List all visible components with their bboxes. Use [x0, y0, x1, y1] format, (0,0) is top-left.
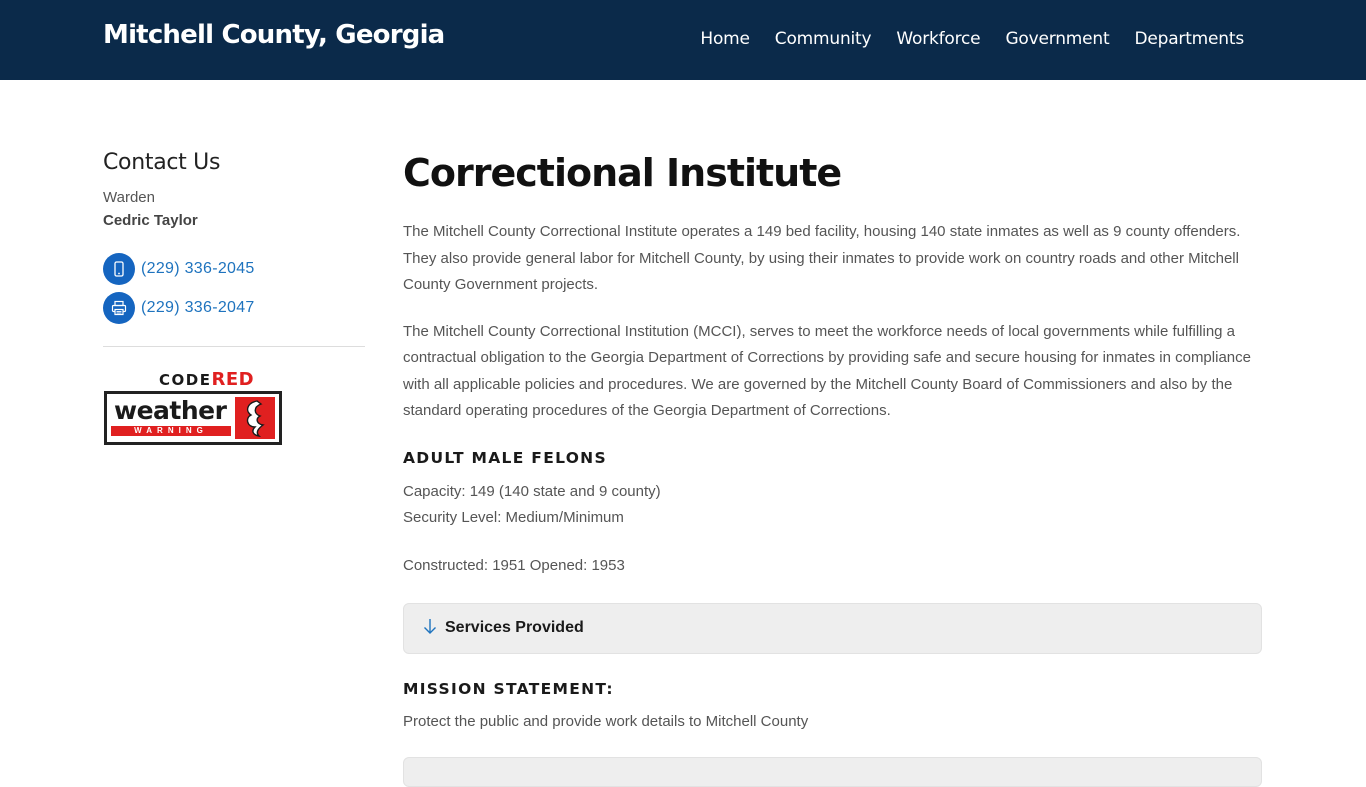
main-content	[403, 150, 1261, 732]
warning-band: WARNING	[111, 426, 231, 436]
fax-icon	[103, 292, 135, 324]
security-level-text: Security Level: Medium/Minimum	[403, 508, 624, 526]
mcci-paragraph: The Mitchell County Correctional Institution (MCCI), serves to meet the workforce needs of local governments while fulfilling a contractual obligation to the Georgia Department of Corrections by providing safe and secure housing for inmates in compliance with all applicable policies and procedures. We are governed by the Mitchell County Board of Commissioners and also by the standard operating procedures of the Georgia Department of Corrections.	[403, 322, 1251, 419]
arrow-down-icon	[421, 617, 439, 640]
contact-name: Cedric Taylor	[103, 212, 198, 229]
capacity-text: Capacity: 149 (140 state and 9 county)	[403, 482, 661, 500]
codered-wordmark: CODERED	[159, 369, 255, 390]
weather-word: weather	[114, 396, 227, 425]
nav-workforce[interactable]: Workforce	[896, 29, 981, 49]
phone-row	[103, 253, 365, 285]
page-title: Correctional Institute	[403, 151, 842, 195]
services-provided-accordion[interactable]	[403, 603, 1262, 654]
mission-text: Protect the public and provide work details to Mitchell County	[403, 712, 809, 730]
mobile-phone-icon	[103, 253, 135, 285]
felons-heading: ADULT MALE FELONS	[403, 448, 607, 467]
site-header	[0, 0, 1366, 80]
main-nav	[700, 29, 1244, 49]
nav-home[interactable]: Home	[700, 29, 750, 49]
nav-departments[interactable]: Departments	[1134, 29, 1244, 49]
weather-warning-box	[104, 391, 282, 445]
fax-link[interactable]: (229) 336-2047	[141, 299, 255, 316]
contact-heading: Contact Us	[103, 150, 221, 175]
nav-community[interactable]: Community	[774, 29, 872, 49]
mission-heading: MISSION STATEMENT:	[403, 679, 614, 698]
next-accordion[interactable]	[403, 757, 1262, 787]
codered-weather-warning-logo[interactable]	[103, 369, 283, 449]
site-title[interactable]: Mitchell County, Georgia	[103, 20, 445, 50]
services-provided-label: Services Provided	[445, 619, 584, 636]
fax-row	[103, 292, 365, 324]
storm-emblem-icon	[235, 397, 275, 439]
constructed-text: Constructed: 1951 Opened: 1953	[403, 556, 625, 574]
facility-facts	[403, 479, 1261, 579]
intro-paragraph: The Mitchell County Correctional Institute operates a 149 bed facility, housing 140 state inmates as well as 9 county offenders. They also provide general labor for Mitchell County, by using their inmates to provide work on country roads and other Mitchell County Government projects.	[403, 223, 1241, 293]
sidebar-divider	[103, 346, 365, 347]
contact-role: Warden	[103, 189, 155, 206]
phone-link[interactable]: (229) 336-2045	[141, 260, 255, 277]
nav-government[interactable]: Government	[1005, 29, 1110, 49]
sidebar	[103, 150, 365, 449]
